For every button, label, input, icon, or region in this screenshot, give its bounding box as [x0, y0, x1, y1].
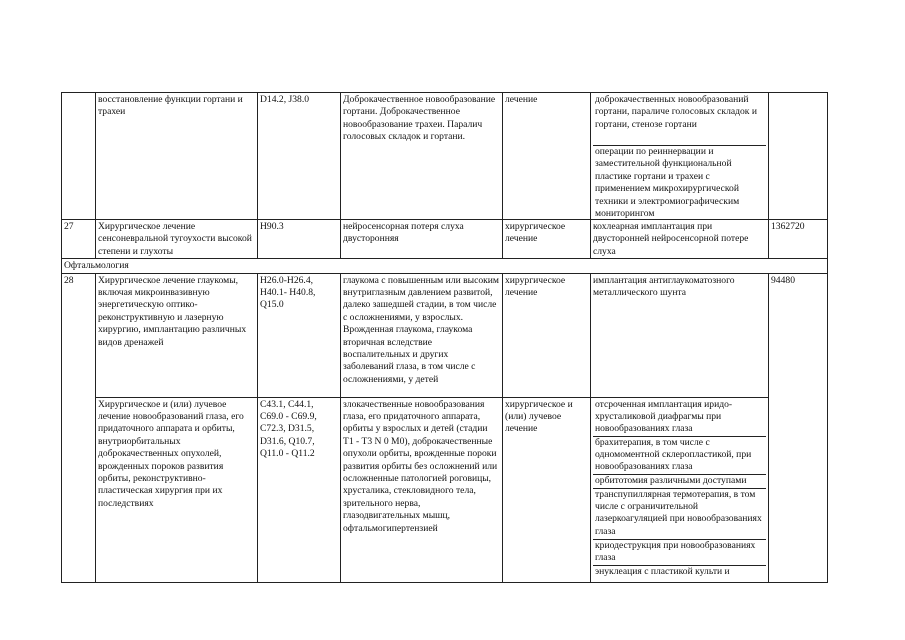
- procedures-table: [61, 92, 828, 583]
- treatment-name: Хирургическое лечение глаукомы, включая микроинвазивную энергетическую оптико-реконструктивную и лазерную хирургию, имплантацию различных видов дренажей: [96, 273, 258, 397]
- method-item: операции по реиннервации и заместительной функциональной пластике гортани и трахеи с применением микрохирургической техники и электромиографическим мониторингом: [595, 146, 740, 220]
- cost: 1362720: [769, 220, 828, 259]
- icd-codes: H90.3: [258, 220, 341, 259]
- method-item: доброкачественных новообразований гортани, параличе голосовых складок и гортани, стенозе гортани: [593, 94, 766, 146]
- method-item: криодеструкция при новообразованиях глаза: [593, 540, 766, 566]
- treatment-type: хирургическое и (или) лучевое лечение: [503, 397, 591, 582]
- treatment-type: лечение: [503, 93, 591, 220]
- icd-codes: H26.0-H26.4, H40.1- H40.8, Q15.0: [258, 273, 341, 397]
- table-row: [62, 220, 828, 259]
- table-row: [62, 397, 828, 582]
- row-number: 28: [62, 273, 96, 582]
- icd-codes: C43.1, C44.1, C69.0 - C69.9, C72.3, D31.5, D31.6, Q10.7, Q11.0 - Q11.2: [258, 397, 341, 582]
- row-number: 27: [62, 220, 96, 259]
- method-item: орбитотомия различными доступами: [593, 475, 766, 489]
- cost: 94480: [769, 273, 828, 582]
- section-title: Офтальмология: [62, 259, 828, 273]
- cost: [769, 93, 828, 220]
- table-row: [62, 93, 828, 220]
- treatment-name: Хирургическое и (или) лучевое лечение новообразований глаза, его придаточного аппарата и орбиты, внутриорбитальных доброкачественных опухолей, врожденных пороков развития орбиты, реконструктивно-пластическая хирургия при их последствиях: [96, 397, 258, 582]
- method-item: кохлеарная имплантация при двусторонней нейросенсорной потере слуха: [591, 220, 769, 259]
- icd-codes: D14.2, J38.0: [258, 93, 341, 220]
- treatment-name: восстановление функции гортани и трахеи: [96, 93, 258, 220]
- treatment-name: Хирургическое лечение сенсоневральной тугоухости высокой степени и глухоты: [96, 220, 258, 259]
- methods-cell: [591, 397, 769, 582]
- diagnosis: злокачественные новообразования глаза, его придаточного аппарата, орбиты у взрослых и детей (стадии T1 - T3 N 0 M0), доброкачественные опухоли орбиты, врожденные пороки развития орбиты без осложнений или осложненные патологией роговицы, хрусталика, стекловидного тела, зрительного нерва, глазодвигательных мышц, офтальмогипертензией: [341, 397, 503, 582]
- diagnosis: нейросенсорная потеря слуха двусторонняя: [341, 220, 503, 259]
- diagnosis: Доброкачественное новообразование гортани. Доброкачественное новообразование трахеи. Паралич голосовых складок и гортани.: [341, 93, 503, 220]
- methods-cell: [591, 93, 769, 220]
- method-item: транспупиллярная термотерапия, в том числе с ограничительной лазеркоагуляцией при новообразованиях глаза: [593, 489, 766, 540]
- table-row: [62, 273, 828, 397]
- method-item: отсроченная имплантация иридо-хрусталиковой диафрагмы при новообразованиях глаза: [593, 399, 766, 437]
- treatment-type: хирургическое лечение: [503, 273, 591, 397]
- method-item: имплантация антиглаукоматозного металлического шунта: [591, 273, 769, 397]
- method-item: брахитерапия, в том числе с одномоментной склеропластикой, при новообразованиях глаза: [593, 437, 766, 475]
- treatment-type: хирургическое лечение: [503, 220, 591, 259]
- section-row: [62, 259, 828, 273]
- method-item: энуклеация с пластикой культи и: [595, 565, 730, 577]
- diagnosis: глаукома с повышенным или высоким внутриглазным давлением развитой, далеко зашедшей стадии, в том числе с осложнениями, у взрослых. Врожденная глаукома, глаукома вторичная вследствие воспалительных и других заболеваний глаза, в том числе с осложнениями, у детей: [341, 273, 503, 397]
- row-number: [62, 93, 96, 220]
